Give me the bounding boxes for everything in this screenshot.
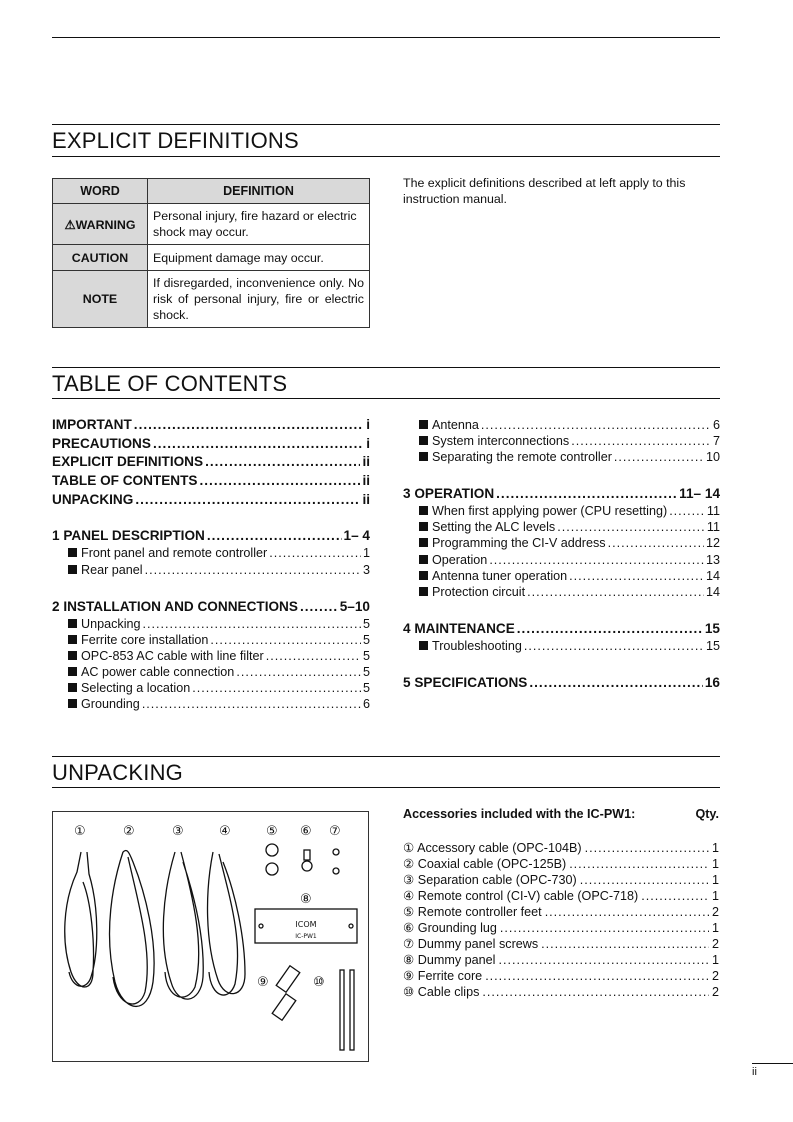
figure-label: ②: [123, 824, 135, 839]
accessory-label: ① Accessory cable (OPC-104B): [403, 841, 582, 855]
list-item: [403, 936, 719, 952]
bullet-icon: [68, 683, 77, 692]
toc-page: 13: [705, 552, 720, 567]
word-caution: CAUTION: [53, 245, 148, 271]
remote-control-cable-icon: [208, 852, 245, 995]
toc-label: Ferrite core installation: [81, 632, 209, 647]
leader: [496, 486, 677, 501]
toc-subentry[interactable]: [403, 450, 720, 466]
list-item: [403, 904, 719, 920]
toc-label: Unpacking: [81, 616, 141, 631]
figure-label: ⑨: [257, 975, 269, 990]
header-word: WORD: [53, 179, 148, 204]
toc-page: 6: [712, 418, 720, 432]
toc-subentry[interactable]: [52, 665, 370, 681]
toc-chapter-4[interactable]: [403, 621, 720, 639]
leader: [527, 585, 704, 599]
screw-icon: [333, 849, 339, 855]
figure-label: ④: [219, 824, 231, 839]
toc-label: Protection circuit: [432, 584, 526, 599]
leader: [608, 536, 704, 550]
section-rule-bottom: [52, 398, 720, 399]
section-title-table-of-contents: TABLE OF CONTENTS: [52, 371, 288, 396]
accessory-label: ③ Separation cable (OPC-730): [403, 873, 577, 887]
bullet-icon: [68, 699, 77, 708]
accessories-title: Accessories included with the IC-PW1:: [403, 807, 636, 821]
list-item: [403, 856, 719, 872]
ferrite-core-icon: [276, 966, 300, 993]
accessories-illustration: [53, 812, 368, 1061]
leader: [300, 599, 338, 614]
leader: [545, 905, 709, 919]
cable-clip-icon: [350, 970, 354, 1050]
toc-label: PRECAUTIONS: [52, 435, 151, 451]
leader: [517, 621, 703, 636]
list-item: [403, 920, 719, 936]
leader: [145, 563, 361, 577]
toc-page: 3: [362, 562, 370, 577]
bullet-icon: [419, 506, 428, 515]
toc-page: 12: [705, 536, 720, 551]
toc-label: 2 INSTALLATION AND CONNECTIONS: [52, 598, 298, 614]
toc-page: ii: [362, 473, 370, 489]
accessory-qty: 1: [711, 921, 719, 935]
accessory-qty: 2: [711, 937, 719, 951]
toc-label: UNPACKING: [52, 491, 134, 507]
toc-subentry[interactable]: [403, 569, 720, 585]
toc-page: 11: [706, 520, 720, 535]
leader: [580, 873, 709, 887]
toc-subentry[interactable]: [52, 649, 370, 665]
leader: [669, 504, 705, 518]
toc-label: System interconnections: [432, 434, 570, 449]
toc-subentry[interactable]: [52, 633, 370, 649]
definitions-table: [52, 178, 370, 328]
toc-label: Antenna tuner operation: [432, 568, 568, 583]
toc-page: 6: [362, 697, 370, 712]
bullet-icon: [419, 538, 428, 547]
toc-label: Programming the CI-V address: [432, 536, 606, 551]
toc-entry[interactable]: [52, 417, 370, 436]
cable-clip-icon: [340, 970, 344, 1050]
toc-subentry[interactable]: [403, 639, 720, 655]
bullet-icon: [419, 571, 428, 580]
toc-label: Selecting a location: [81, 681, 191, 695]
section-rule-bottom: [52, 787, 720, 788]
accessory-label: ⑦ Dummy panel screws: [403, 937, 539, 951]
toc-subentry[interactable]: [52, 617, 370, 633]
leader: [135, 492, 360, 507]
toc-page: 5–10: [339, 598, 370, 614]
accessory-label: ⑥ Grounding lug: [403, 921, 497, 935]
accessories-figure: [52, 811, 369, 1062]
word-warning: ⚠WARNING: [53, 204, 148, 245]
toc-label: Grounding: [81, 697, 140, 712]
controller-foot-icon: [266, 863, 278, 875]
definition-caution: Equipment damage may occur.: [148, 245, 370, 271]
bullet-icon: [419, 452, 428, 461]
toc-label: Separating the remote controller: [432, 450, 612, 465]
leader: [557, 520, 705, 534]
leader: [266, 649, 361, 663]
toc-entry[interactable]: [52, 492, 370, 511]
bullet-icon: [419, 522, 428, 531]
bullet-icon: [68, 548, 77, 557]
toc-page: 14: [705, 568, 720, 583]
bullet-icon: [68, 619, 77, 628]
leader: [485, 969, 709, 983]
toc-page: 5: [362, 616, 370, 631]
leader: [571, 434, 711, 448]
toc-page: 10: [705, 450, 720, 465]
accessory-label: ⑧ Dummy panel: [403, 953, 496, 967]
accessory-label: ② Coaxial cable (OPC-125B): [403, 857, 567, 871]
leader: [236, 665, 361, 679]
bullet-icon: [419, 555, 428, 564]
bullet-icon: [419, 641, 428, 650]
grounding-lug-icon: [304, 850, 310, 860]
toc-label: Troubleshooting: [432, 638, 522, 653]
toc-page: i: [366, 435, 370, 451]
toc-page: 15: [704, 620, 720, 636]
toc-subentry[interactable]: [403, 553, 720, 569]
accessories-list: [403, 840, 719, 1000]
toc-label: IMPORTANT: [52, 417, 132, 432]
toc-label: When first applying power (CPU resetting): [432, 504, 668, 519]
toc-page: 5: [362, 648, 370, 663]
toc-chapter-5[interactable]: [403, 675, 720, 693]
toc-label: Rear panel: [81, 562, 143, 577]
toc-page: 14: [705, 584, 720, 599]
section-rule-bottom: [52, 156, 720, 157]
toc-page: 11– 14: [679, 486, 720, 502]
leader: [200, 473, 361, 488]
leader: [269, 546, 361, 560]
toc-chapter-1[interactable]: [52, 528, 370, 546]
toc-right-column: [403, 418, 720, 693]
accessory-label: ⑤ Remote controller feet: [403, 905, 542, 919]
leader: [569, 857, 709, 871]
leader: [134, 417, 364, 432]
toc-page: 11: [706, 504, 720, 519]
toc-subentry[interactable]: [52, 681, 370, 697]
leader: [569, 569, 704, 583]
figure-label: ⑤: [266, 824, 278, 839]
figure-label: ⑩: [313, 975, 325, 990]
accessory-qty: 1: [711, 889, 719, 903]
toc-chapter-3[interactable]: [403, 486, 720, 504]
definition-note: If disregarded, inconvenience only. No risk of personal injury, fire or electric shock.: [148, 271, 370, 328]
toc-subentry[interactable]: [52, 697, 370, 713]
toc-label: OPC-853 AC cable with line filter: [81, 648, 264, 663]
list-item: [403, 840, 719, 856]
leader: [500, 921, 709, 935]
leader: [498, 953, 709, 967]
toc-page: 5: [362, 664, 370, 679]
leader: [192, 681, 361, 695]
definitions-note: The explicit definitions described at left apply to this instruction manual.: [403, 176, 686, 206]
bullet-icon: [68, 667, 77, 676]
accessory-label: ⑩ Cable clips: [403, 985, 480, 999]
ferrite-core-icon: [272, 994, 296, 1021]
bullet-icon: [419, 420, 428, 429]
accessory-qty: 1: [711, 873, 719, 887]
bullet-icon: [68, 635, 77, 644]
toc-subentry[interactable]: [52, 546, 370, 562]
leader: [210, 633, 361, 647]
toc-page: 16: [704, 674, 720, 690]
accessory-qty: 2: [711, 985, 719, 999]
leader: [641, 889, 709, 903]
figure-label: ③: [172, 824, 184, 839]
leader: [529, 675, 703, 690]
leader: [524, 639, 704, 653]
bullet-icon: [419, 587, 428, 596]
toc-label: Antenna: [432, 418, 479, 432]
toc-left-column: [52, 417, 370, 713]
panel-logo: ICOM: [295, 920, 317, 929]
toc-subentry[interactable]: [403, 504, 720, 520]
toc-entry[interactable]: [52, 454, 370, 473]
toc-page: 1– 4: [343, 528, 370, 544]
toc-page: 5: [362, 681, 370, 695]
leader: [205, 454, 360, 469]
leader: [489, 553, 704, 567]
leader: [482, 985, 709, 999]
toc-page: 1: [362, 546, 370, 561]
section-rule-top: [52, 756, 720, 757]
toc-page: 7: [712, 434, 720, 449]
section-title-explicit-definitions: EXPLICIT DEFINITIONS: [52, 128, 299, 153]
leader: [614, 450, 704, 464]
toc-label: TABLE OF CONTENTS: [52, 473, 198, 489]
toc-subentry[interactable]: [403, 418, 720, 434]
bullet-icon: [419, 436, 428, 445]
accessory-qty: 2: [711, 905, 719, 919]
toc-label: Operation: [432, 552, 488, 567]
toc-label: Front panel and remote controller: [81, 546, 268, 561]
accessory-qty: 1: [711, 841, 719, 855]
bullet-icon: [68, 565, 77, 574]
leader: [153, 436, 364, 451]
accessory-cable-icon: [65, 852, 97, 987]
header-definition: DEFINITION: [148, 179, 370, 204]
accessory-qty: 1: [711, 953, 719, 967]
toc-label: EXPLICIT DEFINITIONS: [52, 454, 204, 470]
list-item: [403, 952, 719, 968]
toc-label: 4 MAINTENANCE: [403, 620, 515, 636]
toc-subentry[interactable]: [403, 585, 720, 601]
toc-label: AC power cable connection: [81, 664, 235, 679]
toc-label: 3 OPERATION: [403, 486, 495, 502]
toc-entry[interactable]: [52, 473, 370, 492]
figure-label: ①: [74, 824, 86, 839]
list-item: [403, 872, 719, 888]
toc-entry[interactable]: [52, 436, 370, 455]
word-note: NOTE: [53, 271, 148, 328]
toc-subentry[interactable]: [52, 563, 370, 579]
accessory-qty: 2: [711, 969, 719, 983]
list-item: [403, 888, 719, 904]
leader: [541, 937, 709, 951]
accessories-header: [403, 807, 719, 821]
toc-page: 5: [362, 632, 370, 647]
qty-label: Qty.: [695, 807, 719, 821]
figure-label: ⑥: [300, 824, 312, 839]
controller-foot-icon: [266, 844, 278, 856]
panel-model: IC-PW1: [295, 933, 317, 940]
toc-label: Setting the ALC levels: [432, 520, 556, 535]
accessory-label: ⑨ Ferrite core: [403, 969, 483, 983]
leader: [585, 841, 709, 855]
toc-label: 5 SPECIFICATIONS: [403, 674, 528, 690]
figure-label: ⑧: [300, 892, 312, 907]
separation-cable-icon: [163, 852, 203, 999]
leader: [142, 697, 361, 711]
section-title-unpacking: UNPACKING: [52, 760, 183, 785]
toc-subentry[interactable]: [403, 536, 720, 552]
accessory-qty: 1: [711, 857, 719, 871]
toc-subentry[interactable]: [403, 434, 720, 450]
section-rule-top: [52, 367, 720, 368]
footer-rule: [752, 1063, 793, 1064]
toc-page: ii: [362, 454, 370, 470]
screw-icon: [333, 868, 339, 874]
definition-warning: Personal injury, fire hazard or electric shock may occur.: [148, 204, 370, 245]
list-item: [403, 968, 719, 984]
list-item: [403, 984, 719, 1000]
toc-chapter-2[interactable]: [52, 599, 370, 617]
leader: [207, 528, 342, 543]
toc-label: 1 PANEL DESCRIPTION: [52, 528, 205, 544]
toc-page: i: [366, 417, 370, 432]
top-rule: [52, 37, 720, 38]
section-rule-top: [52, 124, 720, 125]
figure-label: ⑦: [329, 824, 341, 839]
page-number: ii: [752, 1066, 757, 1078]
accessory-label: ④ Remote control (CI-V) cable (OPC-718): [403, 889, 639, 903]
toc-subentry[interactable]: [403, 520, 720, 536]
toc-page: ii: [362, 491, 370, 507]
coaxial-cable-icon: [110, 850, 155, 1006]
leader: [143, 617, 361, 631]
bullet-icon: [68, 651, 77, 660]
cable-coils: [65, 850, 245, 1006]
toc-page: 15: [705, 638, 720, 653]
leader: [481, 418, 711, 432]
